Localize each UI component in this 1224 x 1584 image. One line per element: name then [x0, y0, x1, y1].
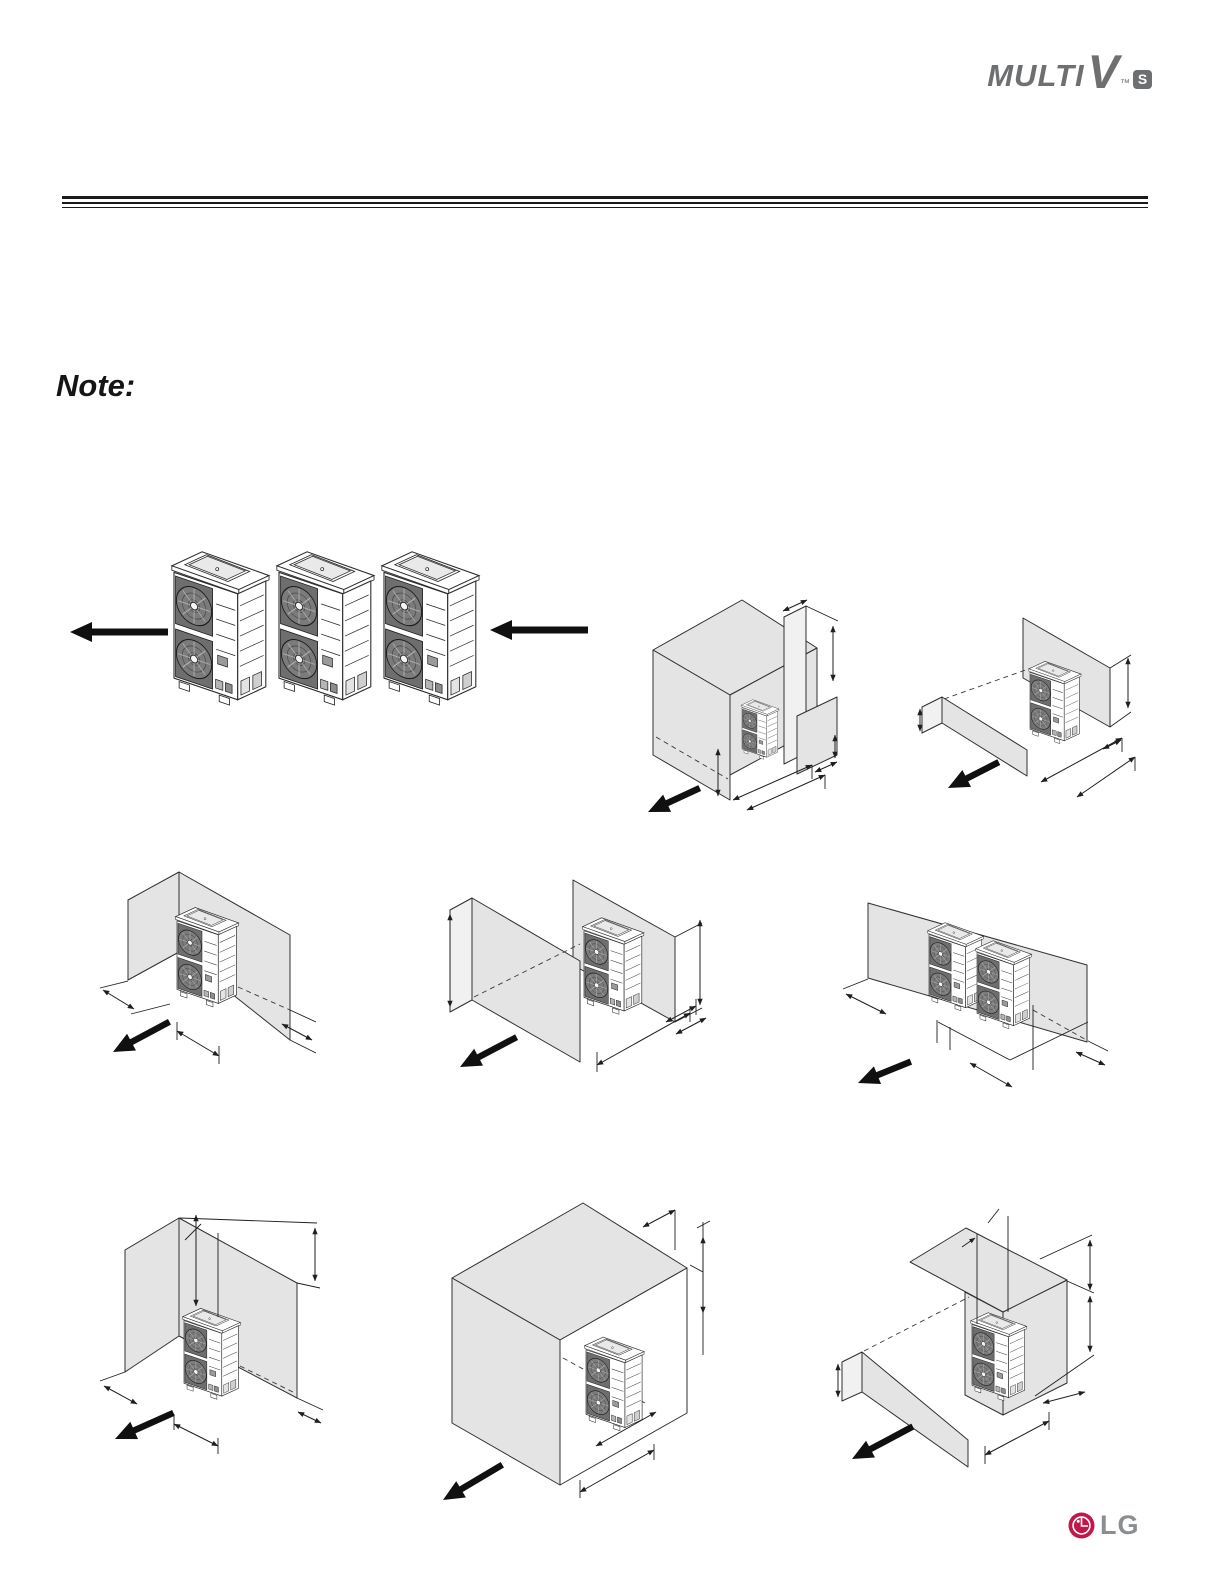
lg-wordmark: LG: [1100, 1510, 1140, 1540]
s-badge: S: [1133, 70, 1152, 89]
diagram-unit-beside-large-block: [438, 1203, 710, 1508]
airflow-arrow-right: [490, 620, 588, 640]
diagram-unit-in-corner-alcove: [644, 600, 838, 821]
diagram-unit-with-corner-walls: [100, 872, 316, 1064]
diagram-unit-with-tall-corner-walls: [100, 1215, 323, 1454]
diagram-two-units-with-back-wall: [843, 903, 1108, 1092]
airflow-arrow-left: [70, 622, 168, 642]
brand-letter: V: [1087, 45, 1119, 98]
brand-word: MULTI: [987, 57, 1085, 93]
trademark-symbol: ™: [1120, 77, 1130, 89]
lg-logo: [1068, 1510, 1140, 1541]
diagram-unit-under-overhang-with-walls: [838, 1209, 1094, 1467]
lg-symbol-icon: [1068, 1512, 1095, 1539]
note-label: Note:: [56, 368, 136, 403]
diagram-three-units-side-by-side-airflow: [70, 552, 588, 708]
diagram-unit-back-wall-and-low-front-wall: [920, 618, 1135, 797]
diagram-unit-between-front-and-back-walls: [450, 880, 706, 1075]
